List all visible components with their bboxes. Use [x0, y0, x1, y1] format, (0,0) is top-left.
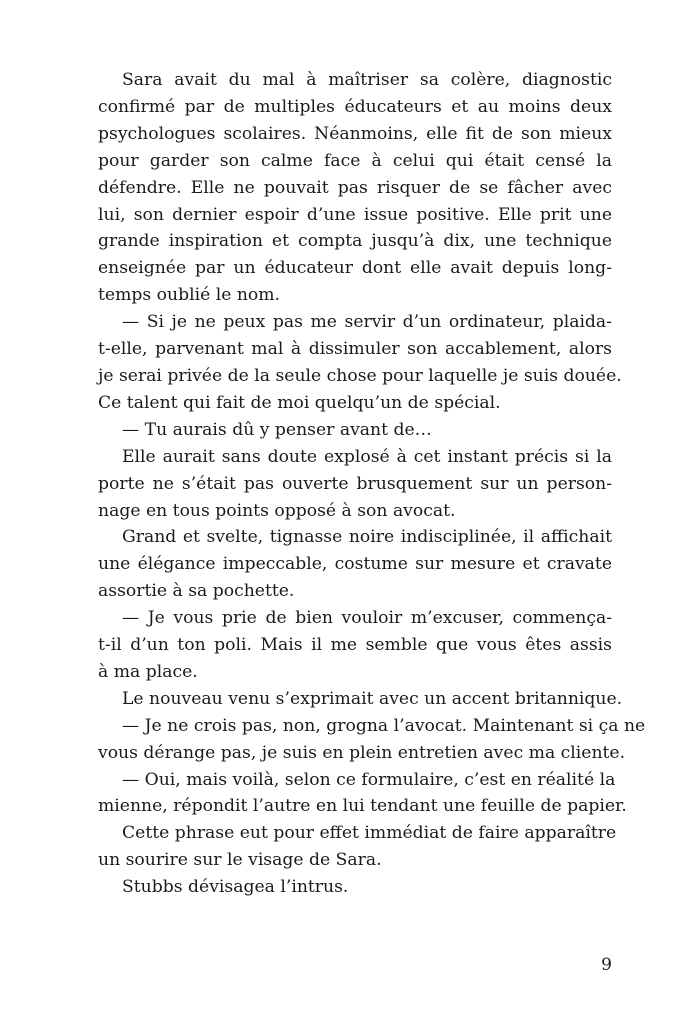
text-line: t-elle, parvenant mal à dissimuler son accablement, alors — [98, 339, 612, 360]
paragraph — [98, 524, 612, 605]
text-line: à ma place. — [98, 661, 198, 682]
text-line: — Je ne crois pas, non, grogna l’avocat. Maintenant si ça ne — [122, 715, 646, 736]
text-line: je serai privée de la seule chose pour laquelle je suis douée. — [98, 365, 622, 386]
text-line: Le nouveau venu s’exprimait avec un accent britannique. — [122, 688, 623, 709]
text-line: un sourire sur le visage de Sara. — [98, 850, 382, 871]
paragraph — [98, 444, 612, 525]
paragraph — [98, 767, 627, 821]
text-line: mienne, répondit l’autre en lui tendant une feuille de papier. — [98, 796, 627, 817]
text-line: t-il d’un ton poli. Mais il me semble que vous êtes assis — [98, 635, 612, 656]
text-line: temps oublié le nom. — [98, 285, 281, 306]
paragraph — [98, 686, 623, 713]
paragraph — [98, 874, 612, 901]
text-line: enseignée par un éducateur dont elle avait depuis long- — [98, 258, 612, 279]
text-line: psychologues scolaires. Néanmoins, elle fit de son mieux — [98, 123, 612, 144]
paragraph — [98, 713, 646, 767]
text-line: défendre. Elle ne pouvait pas risquer de se fâcher avec — [98, 177, 612, 198]
text-line: lui, son dernier espoir d’une issue positive. Elle prit une — [98, 204, 612, 225]
text-line: Sara avait du mal à maîtriser sa colère, diagnostic — [122, 70, 612, 90]
text-line: Ce talent qui fait de moi quelqu’un de spécial. — [98, 392, 501, 413]
text-line: — Oui, mais voilà, selon ce formulaire, c’est en réalité la — [122, 769, 616, 790]
paragraph — [98, 309, 622, 417]
text-line: Elle aurait sans doute explosé à cet instant précis si la — [122, 446, 612, 467]
text-line: pour garder son calme face à celui qui était censé la — [98, 150, 612, 171]
text-line: — Je vous prie de bien vouloir m’excuser, commença- — [122, 608, 612, 629]
text-line: — Si je ne peux pas me servir d’un ordinateur, plaida- — [122, 312, 612, 333]
page-body — [98, 67, 646, 901]
paragraph — [98, 605, 612, 686]
text-line: Stubbs dévisagea l’intrus. — [122, 877, 349, 898]
text-line: nage en tous points opposé à son avocat. — [98, 500, 456, 521]
text-line: vous dérange pas, je suis en plein entretien avec ma cliente. — [98, 742, 626, 763]
text-line: Cette phrase eut pour effet immédiat de faire apparaître — [122, 823, 617, 844]
text-line: grande inspiration et compta jusqu’à dix, une technique — [98, 231, 612, 252]
text-line: assortie à sa pochette. — [98, 581, 295, 602]
text-line: Grand et svelte, tignasse noire indisciplinée, il affichait — [122, 527, 612, 548]
text-line: porte ne s’était pas ouverte brusquement sur un person- — [98, 473, 612, 494]
paragraph — [98, 67, 612, 309]
text-line: confirmé par de multiples éducateurs et au moins deux — [98, 96, 612, 117]
text-line: — Tu aurais dû y penser avant de… — [122, 419, 432, 440]
paragraph — [98, 820, 617, 874]
text-line: une élégance impeccable, costume sur mesure et cravate — [98, 554, 612, 575]
page-number: 9 — [601, 955, 612, 975]
paragraph — [98, 417, 612, 444]
